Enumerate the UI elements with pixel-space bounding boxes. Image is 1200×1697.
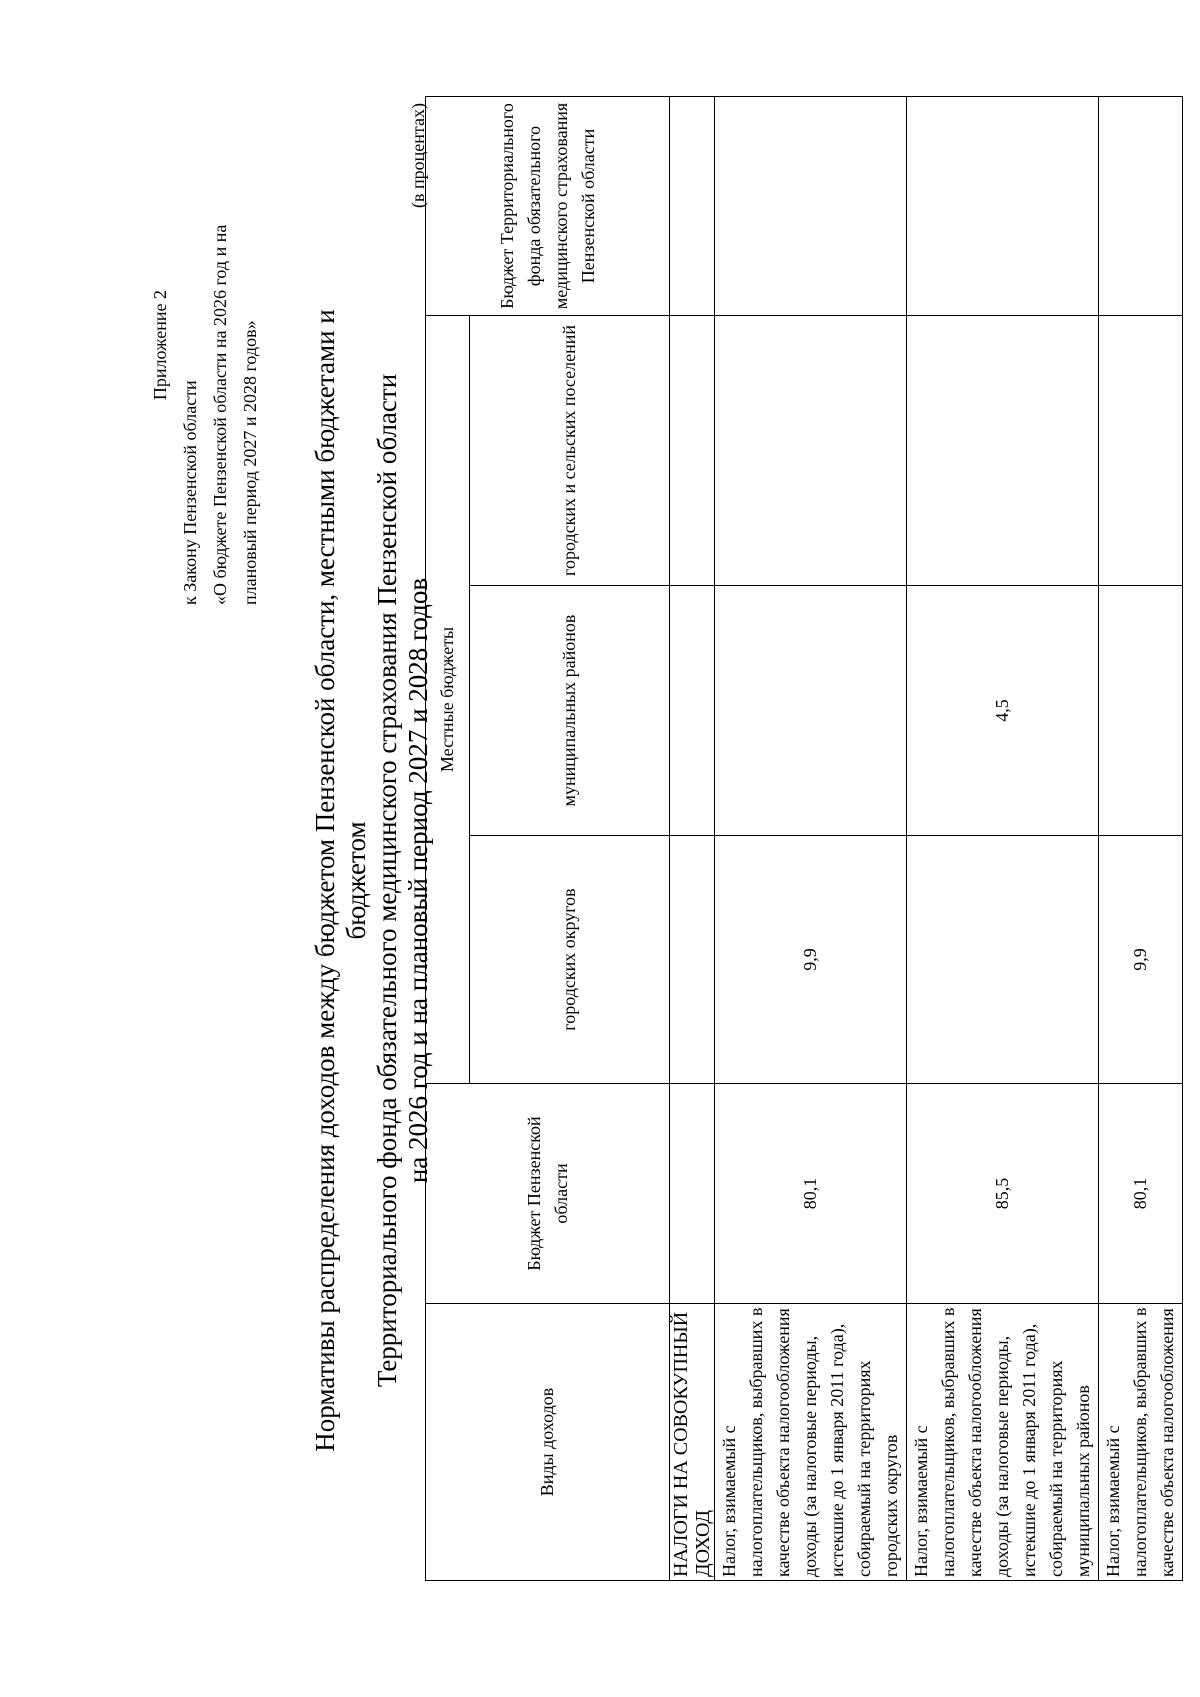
section-cell-empty: [670, 1084, 715, 1304]
tfoms-value: [715, 96, 907, 315]
municipal-districts-value: [715, 586, 907, 836]
income-type-name: Налог, взимаемый с налогоплательщиков, выбравших в качестве объекта налогообложения: [1099, 1304, 1183, 1581]
city-districts-value: [907, 836, 1099, 1084]
header-settlements: городских и сельских поселений: [470, 315, 670, 585]
section-cell-empty: [670, 96, 715, 315]
city-districts-value: 9,9: [1099, 836, 1183, 1084]
annex-header: [145, 85, 265, 605]
settlements-value: [907, 315, 1099, 585]
regional-value: 80,1: [715, 1084, 907, 1304]
header-regional-budget: Бюджет Пензенской области: [426, 1084, 670, 1304]
table-row: [1099, 96, 1183, 1580]
document-title: [310, 263, 434, 1498]
header-city-districts: городских округов: [470, 836, 670, 1084]
city-districts-value: 9,9: [715, 836, 907, 1084]
municipal-districts-value: [1099, 586, 1183, 836]
municipal-districts-value: 4,5: [907, 586, 1099, 836]
settlements-value: [1099, 315, 1183, 585]
regional-value: 85,5: [907, 1084, 1099, 1304]
document-page: [140, 53, 1177, 1643]
income-type-name: Налог, взимаемый с налогоплательщиков, выбравших в качестве объекта налогообложения доходы (за налоговые периоды, истекшие до 1 января 2011 года), собираемый на территориях муниципальных районов: [907, 1304, 1099, 1581]
title-line-1: Нормативы распределения доходов между бюджетом Пензенской области, местными бюджетами и бюджетом: [310, 309, 371, 1452]
settlements-value: [715, 315, 907, 585]
section-title: НАЛОГИ НА СОВОКУПНЫЙ ДОХОД: [670, 1304, 715, 1581]
table-row: [907, 96, 1099, 1580]
header-local-budgets: Местные бюджеты: [426, 315, 470, 1083]
header-tfoms-budget: Бюджет Территориального фонда обязательного медицинского страхования Пензенской области: [426, 96, 670, 315]
income-type-name: Налог, взимаемый с налогоплательщиков, выбравших в качестве объекта налогообложения доходы (за налоговые периоды, истекшие до 1 января 2011 года), собираемый на территориях городских округов: [715, 1304, 907, 1581]
annex-law-reference: к Закону Пензенской области: [180, 380, 200, 605]
header-income-types: Виды доходов: [426, 1304, 670, 1581]
annex-number: Приложение 2: [150, 289, 170, 401]
tfoms-value: [1099, 96, 1183, 315]
header-municipal-districts: муниципальных районов: [470, 586, 670, 836]
title-line-3: на 2026 год и на плановый период 2027 и 2028 годов: [403, 577, 433, 1184]
units-note: (в процентах): [408, 103, 428, 208]
header-row-1: [426, 96, 470, 1580]
tfoms-value: [907, 96, 1099, 315]
section-cell-empty: [670, 586, 715, 836]
title-line-2: Территориального фонда обязательного медицинского страхования Пензенской области: [372, 373, 402, 1388]
revenue-norms-table: [425, 96, 1183, 1581]
table-row: [715, 96, 907, 1580]
regional-value: 80,1: [1099, 1084, 1183, 1304]
annex-law-title: «О бюджете Пензенской области на 2026 год и на: [210, 224, 230, 605]
annex-law-period: плановый период 2027 и 2028 годов»: [240, 320, 260, 605]
section-cell-empty: [670, 836, 715, 1084]
section-row: [670, 96, 715, 1580]
section-cell-empty: [670, 315, 715, 585]
